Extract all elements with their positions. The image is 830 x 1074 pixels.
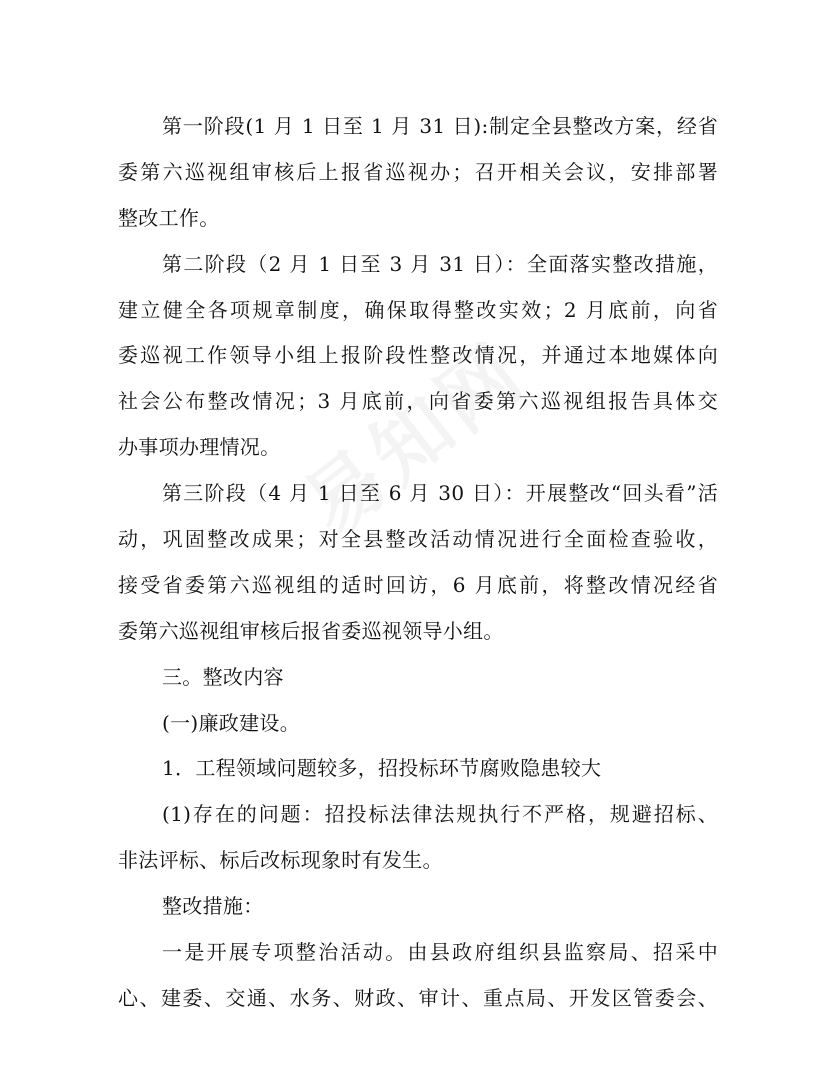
paragraph-line: 非法评标、标后改标现象时有发生。 bbox=[118, 848, 443, 873]
section-heading: 三。整改内容 bbox=[162, 664, 284, 689]
paragraph-line: 第三阶段（4 月 1 日至 6 月 30 日）：开展整改“回头看”活 bbox=[162, 481, 718, 506]
paragraph-line: 一是开展专项整治活动。由县政府组织县监察局、招采中 bbox=[162, 940, 718, 965]
document-body bbox=[118, 104, 718, 1022]
paragraph-line: 委第六巡视组审核后上报省巡视办；召开相关会议，安排部署 bbox=[118, 159, 718, 184]
paragraph-line: 社会公布整改情况；3 月底前，向省委第六巡视组报告具体交 bbox=[118, 389, 718, 414]
paragraph-line: 整改工作。 bbox=[118, 205, 220, 230]
subsection-heading: (一)廉政建设。 bbox=[162, 710, 301, 735]
paragraph-line: 第一阶段(1 月 1 日至 1 月 31 日):制定全县整改方案，经省 bbox=[162, 114, 718, 138]
paragraph-line: 第二阶段（2 月 1 日至 3 月 31 日）：全面落实整改措施， bbox=[162, 251, 718, 276]
paragraph-line: 接受省委第六巡视组的适时回访，6 月底前，将整改情况经省 bbox=[118, 572, 718, 597]
paragraph-line: 心、建委、交通、水务、财政、审计、重点局、开发区管委会、 bbox=[118, 985, 718, 1010]
paragraph-line: 委巡视工作领导小组上报阶段性整改情况，并通过本地媒体向 bbox=[118, 343, 718, 368]
measures-label: 整改措施： bbox=[162, 894, 264, 919]
paragraph-line: 动，巩固整改成果；对全县整改活动情况进行全面检查验收， bbox=[118, 527, 718, 552]
paragraph-line: 办事项办理情况。 bbox=[118, 435, 281, 460]
paragraph-line: 建立健全各项规章制度，确保取得整改实效；2 月底前，向省 bbox=[118, 297, 718, 322]
item-heading: 1．工程领域问题较多，招投标环节腐败隐患较大 bbox=[162, 756, 602, 781]
paragraph-line: (1)存在的问题：招投标法律法规执行不严格，规避招标、 bbox=[162, 802, 718, 827]
paragraph-line: 委第六巡视组审核后报省委巡视领导小组。 bbox=[118, 618, 504, 643]
